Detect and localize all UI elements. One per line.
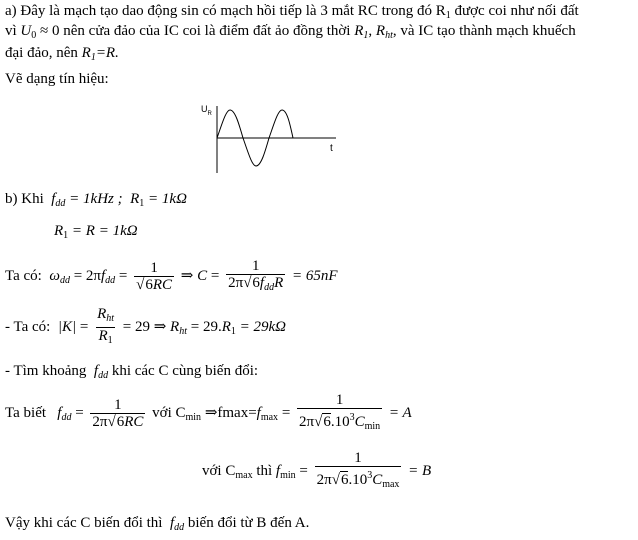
fraction-fmax: $\frac{1}{2\pi√6.10^3C_{min}}$: [297, 392, 382, 435]
fraction-omega: $\frac{1}{√6RC}$: [136, 259, 173, 293]
voi-cmax-line: với $C_{max}$ thì $f_{min}$ = $\frac{1}{2\pi√6.10^3C_{max}}$ = B: [202, 450, 431, 497]
para-a-line2: vì $U_0 \approx 0$ nên cửa đảo của IC coi là điểm đất ảo đồng thời $R_1$, $R_{ht}$, và IC tạo thành mạch khuếch: [5, 23, 576, 41]
fraction-fmin: $\frac{1}{2\pi√6.10^3C_{max}}$: [315, 450, 402, 493]
fraction-capacitance: $\frac{1}{2\pi√6f_{dd}R}$: [226, 258, 285, 296]
r1-equation: $R_1 = R = 1k\Omega$: [54, 223, 138, 241]
fraction-gain: $\frac{R_{ht}}{R_1}$: [95, 306, 116, 349]
ta-co-omega-line: Ta có: $\omega_{dd} = 2\pi f_{dd}$ = $\frac{1}{√6RC}$ ⇒ C = $\frac{1}{2\pi√6f_{dd}R}$ = 65nF: [5, 256, 338, 301]
ta-co-gain-line: - Ta có: |K| = $\frac{R_{ht}}{R_1}$ = 29 ⇒ $R_{ht} = 29.R_1 = 29k\Omega$: [5, 306, 286, 352]
ta-biet-line: Ta biết $f_{dd}$ = $\frac{1}{2\pi√6RC}$ với $C_{min}$ $\Rightarrow fmax=f_{max}$ = $\frac{1}{2\pi√6.10^3C_{min}}$ = A: [5, 392, 412, 439]
sine-wave-diagram: [198, 98, 348, 178]
signal-heading: Vẽ dạng tín hiệu:: [5, 71, 109, 87]
part-b-line: b) Khi $f_{dd} = 1kHz$ ; $R_1 = 1k\Omega$: [5, 191, 187, 209]
para-a-line3: đại đảo, nên $R_1=R$.: [5, 45, 119, 63]
y-axis-label: $U_R$: [201, 104, 212, 117]
conclusion-line: Vậy khi các C biến đổi thì $f_{dd}$ biến đổi từ B đến A.: [5, 515, 310, 533]
tim-khoang-line: - Tìm khoảng $f_{dd}$ khi các C cùng biến đổi:: [5, 363, 259, 381]
fraction-fdd: $\frac{1}{2\pi√6RC}$: [92, 396, 144, 430]
para-a-line1: a) Đây là mạch tạo dao động sin có mạch hồi tiếp là 3 mắt RC trong đó $R_1$ được coi như nối đất: [5, 3, 579, 21]
x-axis-label: t: [330, 143, 333, 154]
